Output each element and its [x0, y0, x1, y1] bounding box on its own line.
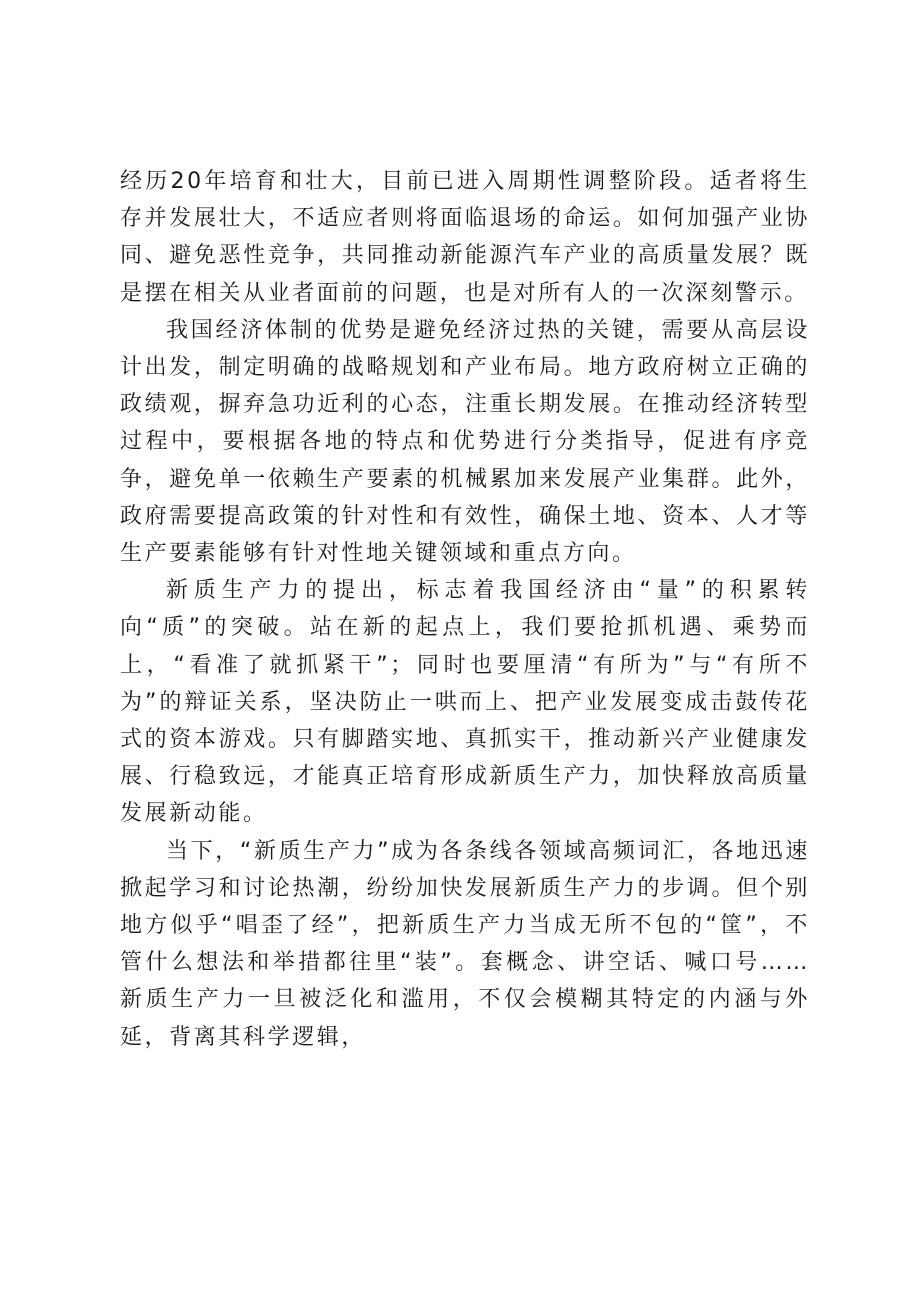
- paragraph-1: 经历20年培育和壮大，目前已进入周期性调整阶段。适者将生存并发展壮大，不适应者则将面临退场的命运。如何加强产业协同、避免恶性竞争，共同推动新能源汽车产业的高质量发展？既是摆在相关从业者面前的问题，也是对所有人的一次深刻警示。: [120, 169, 810, 306]
- document-body: [120, 163, 810, 1056]
- paragraph-2: 我国经济体制的优势是避免经济过热的关键，需要从高层设计出发，制定明确的战略规划和产业布局。地方政府树立正确的政绩观，摒弃急功近利的心态，注重长期发展。在推动经济转型过程中，要根据各地的特点和优势进行分类指导，促进有序竞争，避免单一依赖生产要素的机械累加来发展产业集群。此外，政府需要提高政策的针对性和有效性，确保土地、资本、人才等生产要素能够有针对性地关键领域和重点方向。: [120, 317, 810, 567]
- paragraph-4: 当下，“新质生产力”成为各条线各领域高频词汇，各地迅速掀起学习和讨论热潮，纷纷加快发展新质生产力的步调。但个别地方似乎“唱歪了经”，把新质生产力当成无所不包的“筐”，不管什么想法和举措都往里“装”。套概念、讲空话、喊口号……新质生产力一旦被泛化和滥用，不仅会模糊其特定的内涵与外延，背离其科学逻辑，: [120, 838, 810, 1050]
- paragraph-3: 新质生产力的提出，标志着我国经济由“量”的积累转向“质”的突破。站在新的起点上，我们要抢抓机遇、乘势而上，“看准了就抓紧干”；同时也要厘清“有所为”与“有所不为”的辩证关系，坚决防止一哄而上、把产业发展变成击鼓传花式的资本游戏。只有脚踏实地、真抓实干，推动新兴产业健康发展、行稳致远，才能真正培育形成新质生产力，加快释放高质量发展新动能。: [120, 578, 810, 827]
